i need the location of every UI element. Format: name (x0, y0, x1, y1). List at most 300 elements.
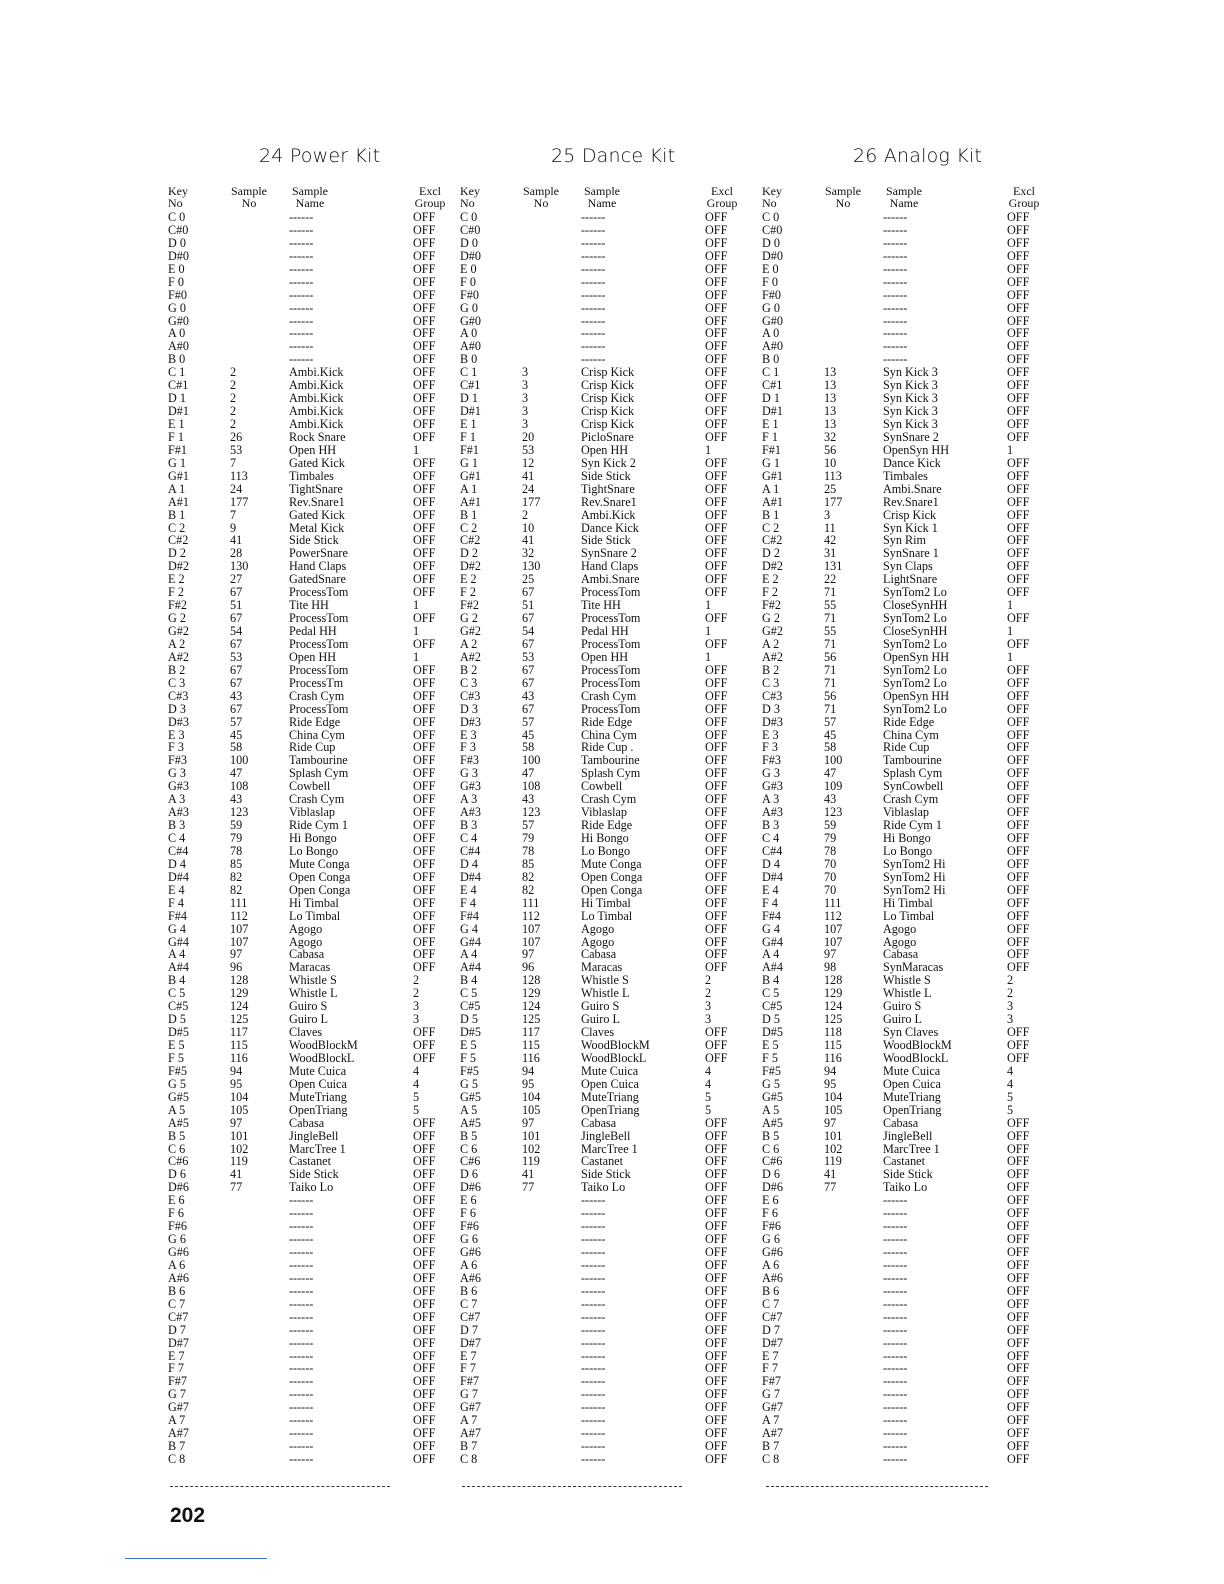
sample-no-cell: 100 (824, 753, 843, 768)
excl-group-cell: OFF (413, 533, 436, 548)
key-no-cell: F 6 (762, 1206, 778, 1221)
sample-no-header: Sample No (523, 184, 559, 210)
key-no-cell: A#1 (460, 494, 481, 509)
table-row (762, 1091, 1062, 1104)
excl-group-cell: OFF (1007, 404, 1030, 419)
excl-group-cell: OFF (1007, 533, 1030, 548)
sample-name-cell: Syn Kick 3 (883, 417, 938, 431)
sample-no-cell: 107 (522, 921, 541, 936)
excl-group-cell: OFF (705, 1257, 728, 1272)
excl-group-cell: OFF (413, 1038, 436, 1052)
table-row (168, 716, 468, 729)
sample-name-cell: Hi Timbal (289, 895, 339, 910)
excl-group-cell: OFF (705, 494, 728, 509)
key-no-cell: E 6 (762, 1193, 779, 1208)
sample-name-cell: ProcessTom (581, 611, 641, 626)
excl-group-cell: OFF (1007, 753, 1030, 768)
excl-group-cell: OFF (1007, 429, 1030, 444)
sample-no-cell: 59 (230, 818, 243, 833)
sample-no-cell: 2 (230, 404, 237, 419)
table-row (168, 1324, 468, 1337)
excl-group-cell: OFF (413, 468, 436, 483)
key-no-cell: G 3 (762, 766, 780, 781)
table-row (762, 1078, 1062, 1091)
sample-no-cell: 67 (522, 585, 535, 600)
sample-name-cell: Cabasa (883, 1115, 919, 1130)
key-no-cell: E 7 (460, 1348, 477, 1363)
sample-no-cell: 2 (230, 417, 237, 431)
key-no-cell: C#4 (762, 843, 783, 858)
sample-name-cell: Ambi.Kick (581, 507, 636, 522)
sample-name-cell: Open Cuica (883, 1076, 941, 1091)
sample-no-cell: 111 (230, 895, 248, 910)
excl-group-cell: OFF (1007, 1167, 1030, 1182)
table-row (762, 910, 1062, 923)
sample-name-cell: ------ (883, 287, 908, 302)
excl-group-cell: OFF (1007, 210, 1030, 224)
sample-no-cell: 71 (824, 585, 837, 600)
table-row (460, 1246, 760, 1259)
excl-group-cell: OFF (705, 1025, 728, 1040)
excl-group-cell: OFF (413, 1206, 436, 1221)
sample-name-cell: Gated Kick (289, 455, 345, 470)
excl-group-cell: OFF (413, 675, 436, 690)
sample-name-cell: ------ (581, 235, 606, 250)
excl-group-cell: OFF (705, 326, 728, 341)
excl-group-cell: OFF (413, 1348, 436, 1363)
sample-no-cell: 42 (824, 533, 837, 548)
sample-no-cell: 111 (824, 895, 842, 910)
table-row (460, 1091, 760, 1104)
excl-group-cell: OFF (705, 1232, 728, 1247)
key-no-cell: E 4 (762, 882, 779, 897)
sample-name-cell: Viblaslap (581, 805, 627, 820)
sample-name-cell: Side Stick (289, 1167, 339, 1182)
sample-no-cell: 119 (522, 1154, 540, 1169)
sample-no-cell: 28 (230, 546, 243, 561)
key-no-cell: B 0 (168, 352, 186, 367)
table-end-divider (462, 1486, 682, 1487)
key-no-cell: C#5 (168, 999, 189, 1014)
sample-name-cell: Tambourine (581, 753, 640, 768)
sample-name-cell: Ride Cup (883, 740, 930, 755)
excl-group-cell: OFF (705, 404, 728, 419)
key-no-cell: D 0 (460, 235, 478, 250)
sample-no-cell: 129 (824, 986, 843, 1001)
key-no-cell: D 3 (762, 701, 780, 716)
sample-no-cell: 57 (230, 714, 243, 729)
key-no-cell: C 7 (168, 1296, 186, 1311)
table-row (168, 690, 468, 703)
key-no-cell: F 2 (762, 585, 778, 600)
key-no-cell: A#5 (460, 1115, 481, 1130)
table-row (460, 832, 760, 845)
sample-name-header: Sample Name (584, 184, 620, 210)
excl-group-cell: OFF (705, 1219, 728, 1234)
excl-group-cell: OFF (705, 895, 728, 910)
key-no-cell: D#0 (762, 248, 783, 263)
key-no-cell: G 2 (762, 611, 780, 626)
table-row (168, 910, 468, 923)
sample-name-cell: ------ (581, 339, 606, 354)
key-no-cell: G 0 (460, 300, 478, 315)
key-no-cell: C 0 (460, 210, 478, 224)
key-no-cell: D 1 (762, 391, 780, 406)
sample-name-cell: ------ (581, 352, 606, 367)
sample-name-cell: ProcessTom (581, 585, 641, 600)
excl-group-cell: OFF (1007, 1270, 1030, 1285)
key-no-cell: D 7 (762, 1322, 780, 1337)
sample-no-cell: 70 (824, 869, 837, 884)
sample-name-cell: Syn Kick 1 (883, 520, 938, 535)
key-no-cell: G#1 (168, 468, 189, 483)
excl-group-cell: OFF (705, 507, 728, 522)
sample-no-cell: 78 (230, 843, 243, 858)
sample-no-cell: 12 (522, 455, 535, 470)
sample-name-cell: Syn Kick 3 (883, 365, 938, 380)
excl-group-cell: OFF (413, 882, 436, 897)
sample-name-cell: Lo Timbal (883, 908, 935, 923)
excl-group-cell: OFF (705, 1322, 728, 1337)
sample-no-cell: 25 (824, 481, 837, 496)
table-row (460, 845, 760, 858)
sample-name-cell: ------ (289, 1219, 314, 1234)
key-no-cell: D 6 (168, 1167, 186, 1182)
sample-name-cell: Cowbell (581, 779, 623, 794)
table-row (460, 1078, 760, 1091)
sample-name-cell: Dance Kick (581, 520, 639, 535)
key-no-cell: A 0 (762, 326, 780, 341)
sample-name-cell: ------ (883, 1206, 908, 1221)
table-row (762, 509, 1062, 522)
sample-no-cell: 11 (824, 520, 836, 535)
excl-group-cell: OFF (413, 1374, 436, 1389)
excl-group-cell: OFF (413, 921, 436, 936)
key-no-cell: G 7 (460, 1387, 478, 1402)
excl-group-cell: 5 (705, 1089, 712, 1104)
key-no-cell: F#3 (460, 753, 479, 768)
excl-group-cell: OFF (413, 1387, 436, 1402)
table-row (762, 1130, 1062, 1143)
table-row (762, 651, 1062, 664)
table-row (762, 457, 1062, 470)
excl-group-cell: 2 (413, 973, 420, 988)
key-no-cell: D#4 (762, 869, 783, 884)
sample-no-cell: 118 (824, 1025, 842, 1040)
key-no-cell: D 7 (168, 1322, 186, 1337)
sample-name-cell: Tite HH (289, 598, 329, 613)
key-no-cell: D 0 (168, 235, 186, 250)
table-row (168, 871, 468, 884)
excl-group-cell: OFF (705, 520, 728, 535)
sample-name-cell: OpenSyn HH (883, 649, 950, 664)
key-no-cell: E 1 (460, 417, 477, 431)
sample-name-cell: Agogo (581, 921, 615, 936)
key-no-cell: G 2 (460, 611, 478, 626)
key-no-cell: C#0 (460, 222, 481, 237)
key-no-cell: B 6 (168, 1283, 186, 1298)
excl-group-cell: OFF (705, 274, 728, 289)
sample-no-cell: 94 (230, 1063, 243, 1078)
sample-name-cell: ------ (883, 1400, 908, 1415)
sample-name-cell: Viblaslap (289, 805, 335, 820)
sample-name-cell: SynSnare 2 (883, 429, 939, 444)
sample-no-cell: 54 (522, 624, 535, 638)
sample-no-cell: 51 (522, 598, 535, 613)
key-no-cell: C 7 (460, 1296, 478, 1311)
excl-group-cell: OFF (1007, 572, 1030, 587)
excl-group-cell: OFF (705, 1050, 728, 1065)
excl-group-cell: OFF (413, 701, 436, 716)
sample-name-cell: Ambi.Kick (289, 378, 344, 393)
sample-name-cell: Ride Edge (581, 714, 633, 729)
sample-name-cell: ------ (581, 1206, 606, 1221)
sample-no-cell: 82 (522, 869, 535, 884)
sample-name-cell: ------ (289, 210, 314, 224)
excl-group-cell: OFF (705, 688, 728, 703)
excl-group-cell: OFF (1007, 921, 1030, 936)
excl-group-cell: OFF (705, 313, 728, 328)
sample-no-cell: 41 (522, 533, 535, 548)
sample-no-cell: 24 (522, 481, 535, 496)
excl-group-cell: 2 (413, 986, 420, 1001)
kit-title: 24 Power Kit (259, 145, 381, 167)
sample-no-cell: 56 (824, 649, 837, 664)
excl-group-cell: OFF (413, 507, 436, 522)
key-no-cell: B 1 (460, 507, 478, 522)
key-no-cell: A 6 (168, 1257, 186, 1272)
key-no-cell: G#7 (762, 1400, 783, 1415)
key-no-cell: G#2 (168, 624, 189, 638)
sample-no-cell: 47 (230, 766, 243, 781)
sample-name-cell: ------ (883, 1309, 908, 1324)
excl-group-cell: 5 (705, 1102, 712, 1117)
table-row (460, 625, 760, 638)
key-no-cell: D#7 (762, 1335, 783, 1350)
excl-group-cell: 1 (705, 598, 712, 613)
sample-no-cell: 113 (230, 468, 248, 483)
table-row (762, 884, 1062, 897)
sample-name-cell: China Cym (289, 727, 345, 742)
sample-name-cell: ------ (883, 1335, 908, 1350)
sample-no-cell: 95 (522, 1076, 535, 1091)
key-no-cell: C#3 (460, 688, 481, 703)
key-no-cell: A 7 (460, 1413, 478, 1428)
table-row (460, 651, 760, 664)
excl-group-cell: OFF (1007, 365, 1030, 380)
excl-group-cell: OFF (1007, 1348, 1030, 1363)
sample-no-cell: 79 (824, 831, 837, 845)
key-no-cell: F 2 (168, 585, 184, 600)
key-no-cell: A#2 (168, 649, 189, 664)
table-row (460, 1039, 760, 1052)
key-no-cell: B 3 (460, 818, 478, 833)
sample-no-cell: 125 (230, 1012, 249, 1027)
table-row (460, 897, 760, 910)
excl-group-cell: OFF (705, 1439, 728, 1454)
sample-no-cell: 108 (522, 779, 541, 794)
sample-name-cell: ProcessTom (289, 585, 349, 600)
footer-rule (125, 1558, 267, 1559)
excl-group-cell: 1 (1007, 649, 1014, 664)
excl-group-cell: OFF (705, 559, 728, 574)
excl-group-cell: OFF (1007, 934, 1030, 949)
sample-no-header: Sample No (825, 184, 861, 210)
excl-group-cell: 1 (413, 598, 420, 613)
excl-group-cell: OFF (413, 1335, 436, 1350)
sample-name-cell: Whistle L (289, 986, 338, 1001)
sample-no-cell: 82 (230, 882, 243, 897)
sample-no-cell: 2 (230, 378, 237, 393)
key-no-cell: G#1 (762, 468, 783, 483)
sample-name-cell: Ambi.Kick (289, 404, 344, 419)
table-row (762, 276, 1062, 289)
excl-group-cell: OFF (1007, 779, 1030, 794)
key-no-cell: F 0 (762, 274, 778, 289)
key-no-cell: B 6 (762, 1283, 780, 1298)
excl-group-cell: OFF (705, 766, 728, 781)
sample-no-cell: 71 (824, 611, 837, 626)
sample-no-cell: 22 (824, 572, 837, 587)
key-no-cell: A 4 (460, 947, 478, 962)
key-no-cell: C#1 (460, 378, 481, 393)
sample-no-cell: 107 (230, 934, 249, 949)
sample-no-cell: 67 (522, 662, 535, 677)
key-no-header: Key No (460, 184, 480, 210)
table-row (460, 276, 760, 289)
sample-name-cell: Ride Edge (289, 714, 341, 729)
key-no-cell: G#1 (460, 468, 481, 483)
key-no-cell: G#4 (168, 934, 189, 949)
key-no-cell: B 2 (762, 662, 780, 677)
sample-name-cell: OpenSyn HH (883, 688, 950, 703)
excl-group-cell: OFF (1007, 520, 1030, 535)
sample-no-cell: 95 (824, 1076, 837, 1091)
table-row (460, 1104, 760, 1117)
sample-no-cell: 2 (522, 507, 529, 522)
sample-name-cell: ------ (289, 1400, 314, 1415)
excl-group-cell: OFF (413, 1180, 436, 1195)
excl-group-cell: OFF (1007, 417, 1030, 431)
excl-group-cell: OFF (413, 1270, 436, 1285)
sample-no-cell: 45 (824, 727, 837, 742)
table-row (762, 923, 1062, 936)
sample-name-cell: WoodBlockM (581, 1038, 650, 1052)
sample-name-cell: ------ (883, 248, 908, 263)
excl-group-cell: OFF (1007, 1206, 1030, 1221)
excl-group-cell: OFF (1007, 792, 1030, 807)
key-no-cell: D#7 (168, 1335, 189, 1350)
sample-name-cell: ------ (289, 222, 314, 237)
table-row (460, 470, 760, 483)
excl-group-cell: OFF (413, 1283, 436, 1298)
sample-no-cell: 67 (522, 675, 535, 690)
key-no-cell: A 6 (762, 1257, 780, 1272)
excl-group-cell: 2 (1007, 973, 1014, 988)
sample-no-cell: 41 (522, 1167, 535, 1182)
key-no-cell: D#0 (168, 248, 189, 263)
excl-group-cell: OFF (705, 753, 728, 768)
key-no-cell: A 7 (762, 1413, 780, 1428)
key-no-cell: F#0 (168, 287, 187, 302)
sample-name-cell: ------ (883, 339, 908, 354)
excl-group-cell: OFF (705, 1038, 728, 1052)
table-row (168, 1298, 468, 1311)
sample-no-cell: 113 (824, 468, 842, 483)
excl-group-cell: OFF (705, 662, 728, 677)
sample-name-cell: Castanet (883, 1154, 925, 1169)
table-row (460, 703, 760, 716)
table-row (168, 224, 468, 237)
excl-group-cell: OFF (1007, 248, 1030, 263)
sample-no-cell: 105 (824, 1102, 843, 1117)
sample-name-cell: JingleBell (289, 1128, 339, 1143)
excl-group-cell: OFF (413, 792, 436, 807)
excl-group-cell: OFF (413, 766, 436, 781)
excl-group-cell: OFF (1007, 1400, 1030, 1415)
excl-group-cell: OFF (705, 779, 728, 794)
sample-name-cell: Maracas (581, 960, 623, 975)
excl-group-cell: 5 (413, 1089, 420, 1104)
table-row (762, 664, 1062, 677)
sample-no-cell: 45 (230, 727, 243, 742)
key-no-cell: B 4 (762, 973, 780, 988)
table-row (460, 431, 760, 444)
key-no-cell: F 5 (460, 1050, 476, 1065)
sample-no-cell: 112 (230, 908, 248, 923)
sample-no-cell: 10 (522, 520, 535, 535)
sample-name-cell: ------ (883, 1270, 908, 1285)
table-row (762, 703, 1062, 716)
excl-group-cell: OFF (705, 636, 728, 651)
key-no-cell: A 3 (762, 792, 780, 807)
sample-name-cell: ------ (581, 1426, 606, 1441)
table-row (460, 690, 760, 703)
key-no-cell: F 0 (460, 274, 476, 289)
table-row (168, 431, 468, 444)
excl-group-cell: OFF (705, 727, 728, 742)
sample-no-cell: 3 (522, 365, 529, 380)
sample-name-cell: Guiro L (581, 1012, 620, 1027)
table-row (762, 1298, 1062, 1311)
key-no-cell: D#6 (460, 1180, 481, 1195)
sample-name-cell: Ambi.Snare (581, 572, 640, 587)
sample-name-cell: Syn Kick 3 (883, 378, 938, 393)
sample-name-cell: Crash Cym (581, 792, 637, 807)
key-no-cell: E 7 (762, 1348, 779, 1363)
excl-group-cell: OFF (1007, 235, 1030, 250)
key-no-cell: A 1 (460, 481, 478, 496)
sample-name-cell: Splash Cym (289, 766, 349, 781)
key-no-cell: G#3 (168, 779, 189, 794)
key-no-cell: A#5 (762, 1115, 783, 1130)
key-no-cell: F#5 (460, 1063, 479, 1078)
key-no-cell: C 4 (460, 831, 478, 845)
sample-name-cell: Ride Edge (883, 714, 935, 729)
excl-group-cell: 3 (413, 999, 420, 1014)
key-no-cell: B 1 (762, 507, 780, 522)
excl-group-cell: OFF (413, 494, 436, 509)
excl-group-cell: OFF (1007, 947, 1030, 962)
table-row (762, 858, 1062, 871)
key-no-cell: F#7 (168, 1374, 187, 1389)
sample-no-cell: 31 (824, 546, 837, 561)
excl-group-cell: OFF (413, 1193, 436, 1208)
excl-group-cell: 2 (1007, 986, 1014, 1001)
excl-group-cell: OFF (705, 1206, 728, 1221)
excl-group-cell: OFF (705, 235, 728, 250)
key-no-cell: G 6 (762, 1232, 780, 1247)
